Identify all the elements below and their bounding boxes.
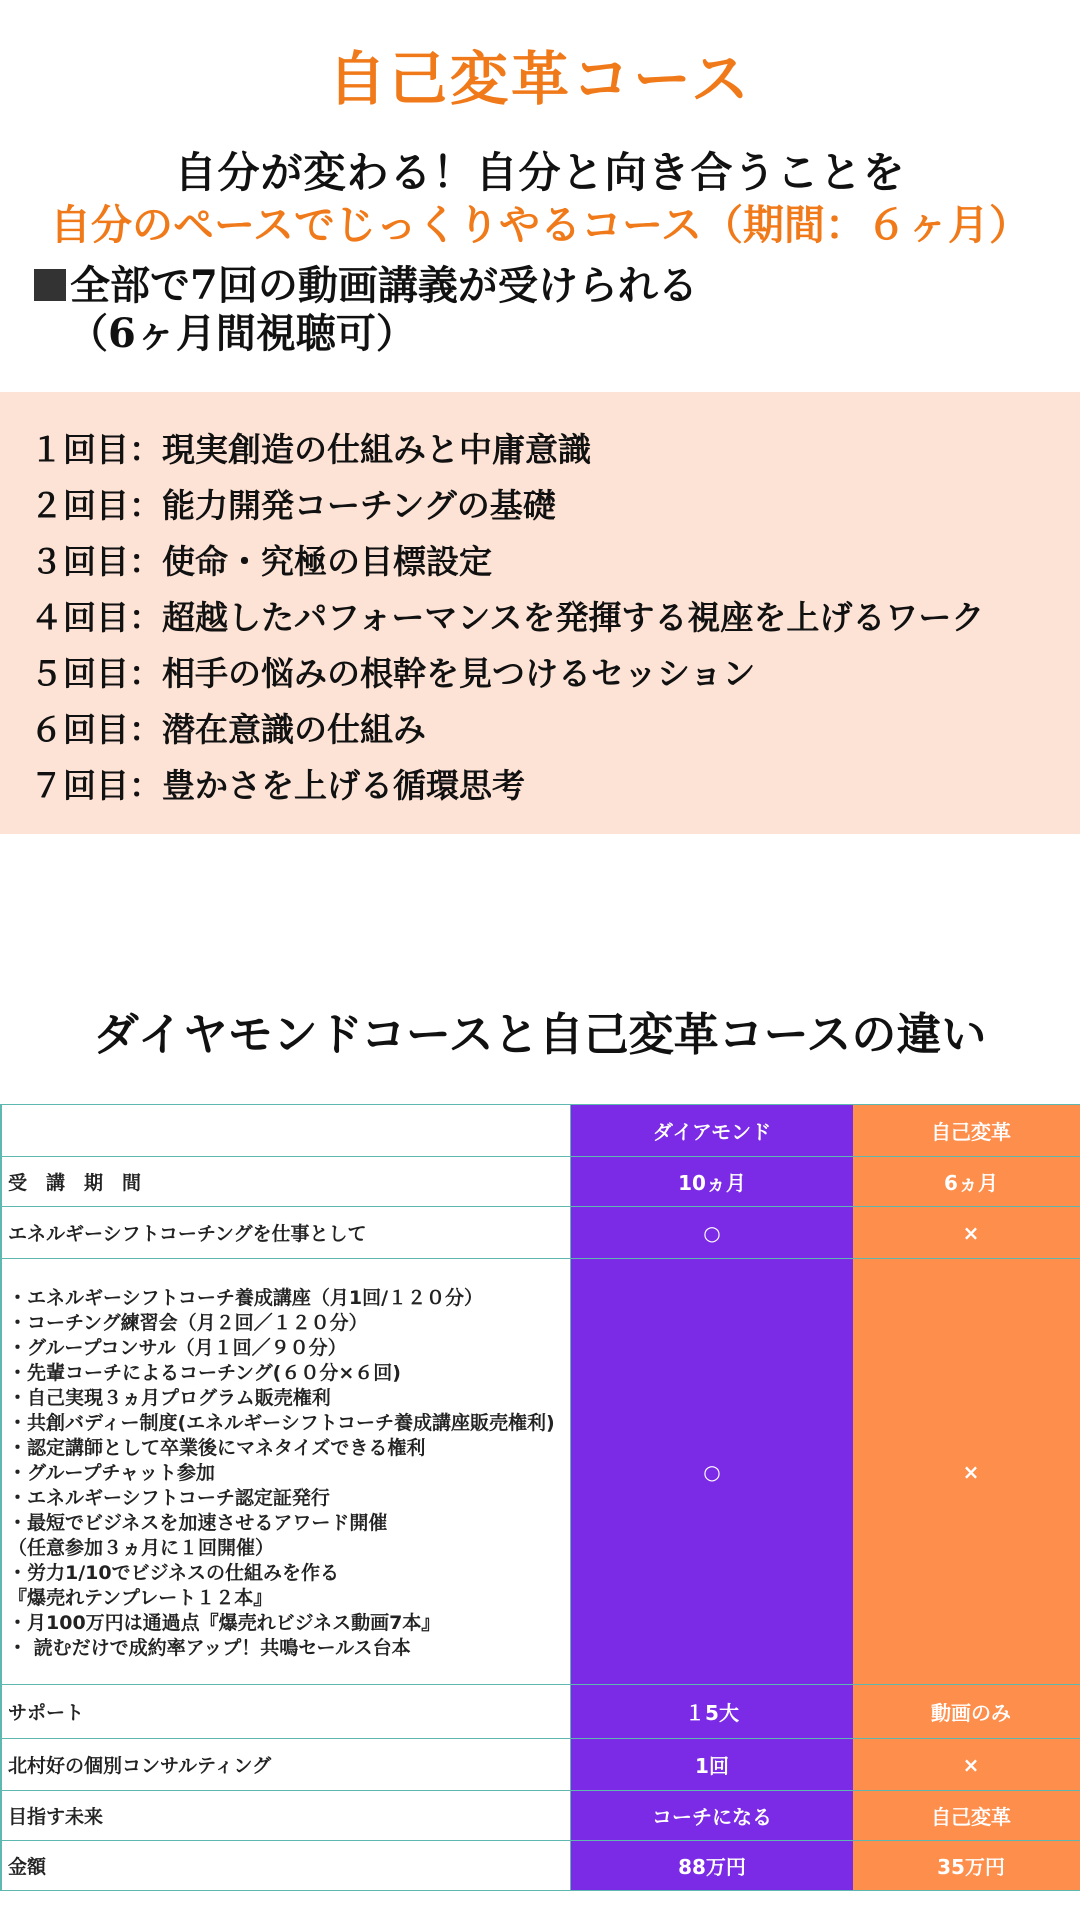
row-label: 受 講 期 間 bbox=[1, 1157, 571, 1207]
lecture-item: ２回目：能力開発コーチングの基礎 bbox=[30, 486, 556, 525]
subtitle-line-2: 自分のペースでじっくりやるコース（期間：６ヶ月） bbox=[50, 201, 1030, 249]
lecture-heading bbox=[34, 262, 698, 358]
table-row-features bbox=[1, 1259, 1080, 1685]
diamond-cell: ○ bbox=[571, 1259, 854, 1685]
table-row bbox=[1, 1791, 1080, 1841]
header-cell-diamond: ダイアモンド bbox=[571, 1105, 854, 1157]
square-bullet-icon bbox=[34, 269, 66, 301]
row-label: 金額 bbox=[1, 1841, 571, 1891]
row-label: 北村好の個別コンサルティング bbox=[1, 1739, 571, 1791]
diamond-cell: 10ヵ月 bbox=[571, 1157, 854, 1207]
diamond-cell: １5大 bbox=[571, 1685, 854, 1739]
lecture-item: ６回目：潜在意識の仕組み bbox=[30, 710, 426, 749]
comparison-table bbox=[0, 1104, 1080, 1891]
table-row bbox=[1, 1739, 1080, 1791]
diamond-cell: 88万円 bbox=[571, 1841, 854, 1891]
comparison-title: ダイヤモンドコースと自己変革コースの違い bbox=[93, 1008, 987, 1061]
lecture-heading-line-1: 全部で7回の動画講義が受けられる bbox=[70, 262, 698, 309]
table-row bbox=[1, 1685, 1080, 1739]
table-row bbox=[1, 1207, 1080, 1259]
diamond-cell: ○ bbox=[571, 1207, 854, 1259]
features-list: ・エネルギーシフトコーチ養成講座（月1回/１２０分） ・コーチング練習会（月２回／１２０分） ・グループコンサル（月１回／９０分） ・先輩コーチによるコーチング(６０分×６回) ・自己実現３ヵ月プログラム販売権利 ・共創バディー制度(エネルギーシフトコーチ養成講座販売権利) ・認定講師として卒業後にマネタイズできる権利 ・グループチャット参加 ・エネルギーシフトコーチ認定証発行 ・最短でビジネスを加速させるアワード開催 （任意参加３ヵ月に１回開催） ・労力1/10でビジネスの仕組みを作る 『爆売れテンプレート１２本』 ・月100万円は通過点『爆売れビジネス動画7本』 ・ 読むだけで成約率アップ！共鳴セールス台本 bbox=[8, 1287, 555, 1659]
lecture-item: ５回目：相手の悩みの根幹を見つけるセッション bbox=[30, 654, 756, 693]
diamond-cell: 1回 bbox=[571, 1739, 854, 1791]
self-cell: × bbox=[853, 1259, 1080, 1685]
table-header-row bbox=[1, 1105, 1080, 1157]
header-cell-self: 自己変革 bbox=[853, 1105, 1080, 1157]
page-title: 自己変革コース bbox=[327, 45, 753, 113]
header-cell-empty bbox=[1, 1105, 571, 1157]
self-cell: × bbox=[853, 1207, 1080, 1259]
features-cell bbox=[1, 1259, 571, 1685]
lecture-heading-line-2: （6ヶ月間視聴可） bbox=[68, 310, 416, 357]
subtitle-line-1: 自分が変わる！自分と向き合うことを bbox=[174, 148, 906, 197]
lecture-list bbox=[0, 392, 1080, 814]
row-label: 目指す未来 bbox=[1, 1791, 571, 1841]
lecture-item: ３回目：使命・究極の目標設定 bbox=[30, 542, 492, 581]
lecture-list-box bbox=[0, 392, 1080, 834]
table-row bbox=[1, 1841, 1080, 1891]
lecture-item: ４回目：超越したパフォーマンスを発揮する視座を上げるワーク bbox=[30, 598, 985, 637]
row-label: エネルギーシフトコーチングを仕事として bbox=[1, 1207, 571, 1259]
self-cell: 6ヵ月 bbox=[853, 1157, 1080, 1207]
table-row bbox=[1, 1157, 1080, 1207]
lecture-item: ７回目：豊かさを上げる循環思考 bbox=[30, 766, 525, 805]
diamond-cell: コーチになる bbox=[571, 1791, 854, 1841]
row-label: サポート bbox=[1, 1685, 571, 1739]
self-cell: 自己変革 bbox=[853, 1791, 1080, 1841]
self-cell: × bbox=[853, 1739, 1080, 1791]
self-cell: 35万円 bbox=[853, 1841, 1080, 1891]
lecture-item: １回目：現実創造の仕組みと中庸意識 bbox=[30, 430, 591, 469]
self-cell: 動画のみ bbox=[853, 1685, 1080, 1739]
